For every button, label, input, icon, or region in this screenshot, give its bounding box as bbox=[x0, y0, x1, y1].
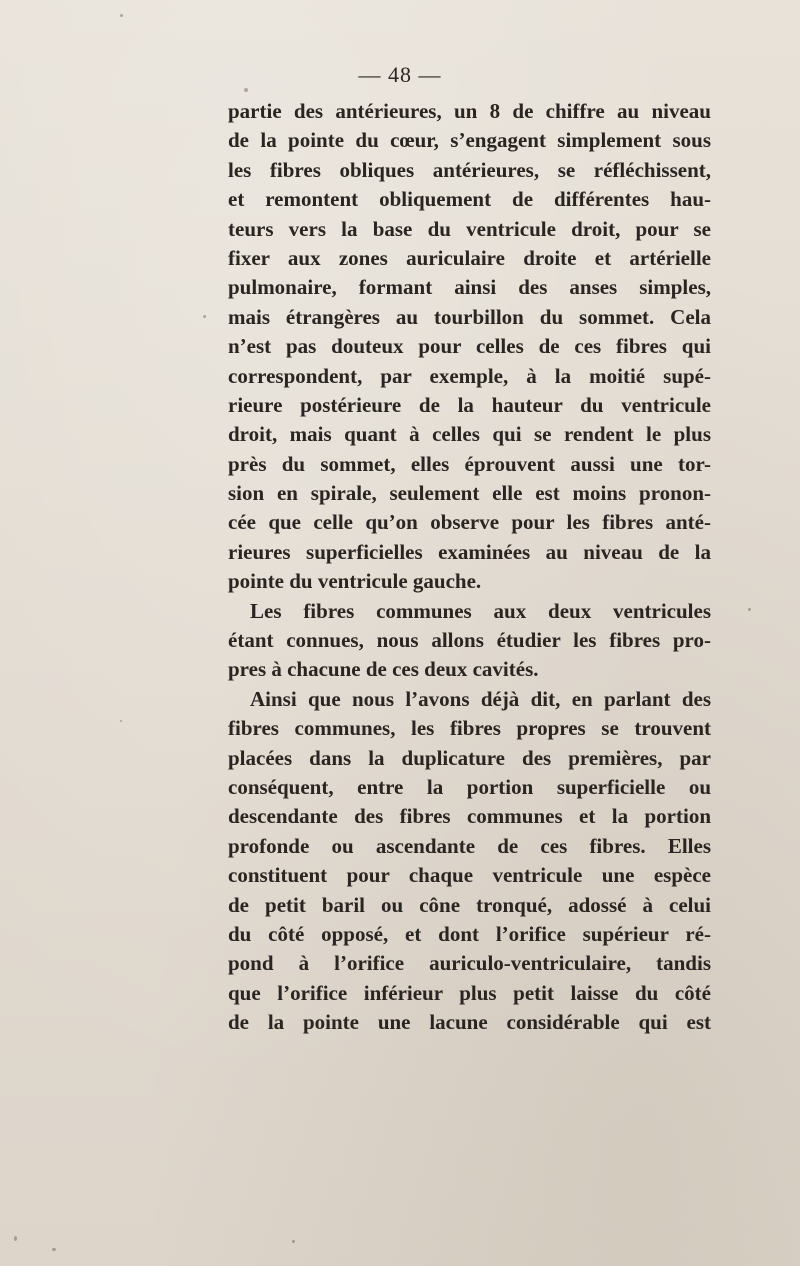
text-line: mais étrangères au tourbillon du sommet. Cela bbox=[228, 304, 711, 329]
body-text bbox=[228, 97, 711, 1038]
text-line: Les fibres communes aux deux ventricules bbox=[250, 598, 711, 623]
paper-speck bbox=[292, 1240, 295, 1243]
text-line: teurs vers la base du ventricule droit, pour se bbox=[228, 216, 711, 241]
text-line: droit, mais quant à celles qui se rendent le plus bbox=[228, 422, 711, 447]
text-line: descendante des fibres communes et la portion bbox=[228, 804, 711, 829]
paper-speck bbox=[120, 720, 122, 722]
text-line: partie des antérieures, un 8 de chiffre au niveau bbox=[228, 99, 711, 123]
text-line: que l’orifice inférieur plus petit laisse du côté bbox=[228, 980, 711, 1005]
text-line: sion en spirale, seulement elle est moins pronon- bbox=[228, 481, 711, 506]
paper-speck bbox=[52, 1248, 56, 1251]
text-line: de la pointe une lacune considérable qui est bbox=[228, 1010, 711, 1035]
text-line: pulmonaire, formant ainsi des anses simples, bbox=[228, 275, 711, 300]
page-number: — 48 — bbox=[358, 62, 442, 87]
text-line: fixer aux zones auriculaire droite et artérielle bbox=[228, 245, 711, 270]
text-line: profonde ou ascendante de ces fibres. Elles bbox=[228, 833, 711, 858]
text-line: étant connues, nous allons étudier les fibres pro- bbox=[228, 628, 711, 653]
text-line: pres à chacune de ces deux cavités. bbox=[228, 657, 539, 682]
text-line: pointe du ventricule gauche. bbox=[228, 569, 482, 594]
text-line: Ainsi que nous l’avons déjà dit, en parlant des bbox=[250, 686, 711, 711]
text-line: de la pointe du cœur, s’engagent simplement sous bbox=[228, 128, 711, 153]
paper-speck bbox=[120, 14, 123, 17]
paper-speck bbox=[203, 315, 206, 318]
text-line: cée que celle qu’on observe pour les fibres anté- bbox=[228, 510, 711, 535]
paper-speck bbox=[14, 1236, 17, 1241]
text-line: pond à l’orifice auriculo-ventriculaire, tandis bbox=[228, 951, 711, 976]
text-line: fibres communes, les fibres propres se trouvent bbox=[228, 716, 711, 741]
text-line: rieure postérieure de la hauteur du ventricule bbox=[228, 392, 711, 417]
text-line: placées dans la duplicature des premières, par bbox=[228, 745, 711, 770]
text-line: les fibres obliques antérieures, se réfléchissent, bbox=[228, 157, 711, 182]
text-line: et remontent obliquement de différentes hau- bbox=[228, 187, 711, 212]
paper-speck bbox=[748, 608, 751, 611]
text-line: de petit baril ou cône tronqué, adossé à celui bbox=[228, 892, 711, 917]
text-line: rieures superficielles examinées au niveau de la bbox=[228, 539, 711, 564]
text-line: conséquent, entre la portion superficielle ou bbox=[228, 774, 711, 799]
text-line: constituent pour chaque ventricule une espèce bbox=[228, 863, 711, 888]
text-line: du côté opposé, et dont l’orifice supérieur ré- bbox=[228, 921, 711, 946]
paper-speck bbox=[244, 88, 248, 92]
text-line: n’est pas douteux pour celles de ces fibres qui bbox=[228, 334, 711, 359]
text-line: correspondent, par exemple, à la moitié supé- bbox=[228, 363, 711, 388]
text-line: près du sommet, elles éprouvent aussi une tor- bbox=[228, 451, 711, 476]
